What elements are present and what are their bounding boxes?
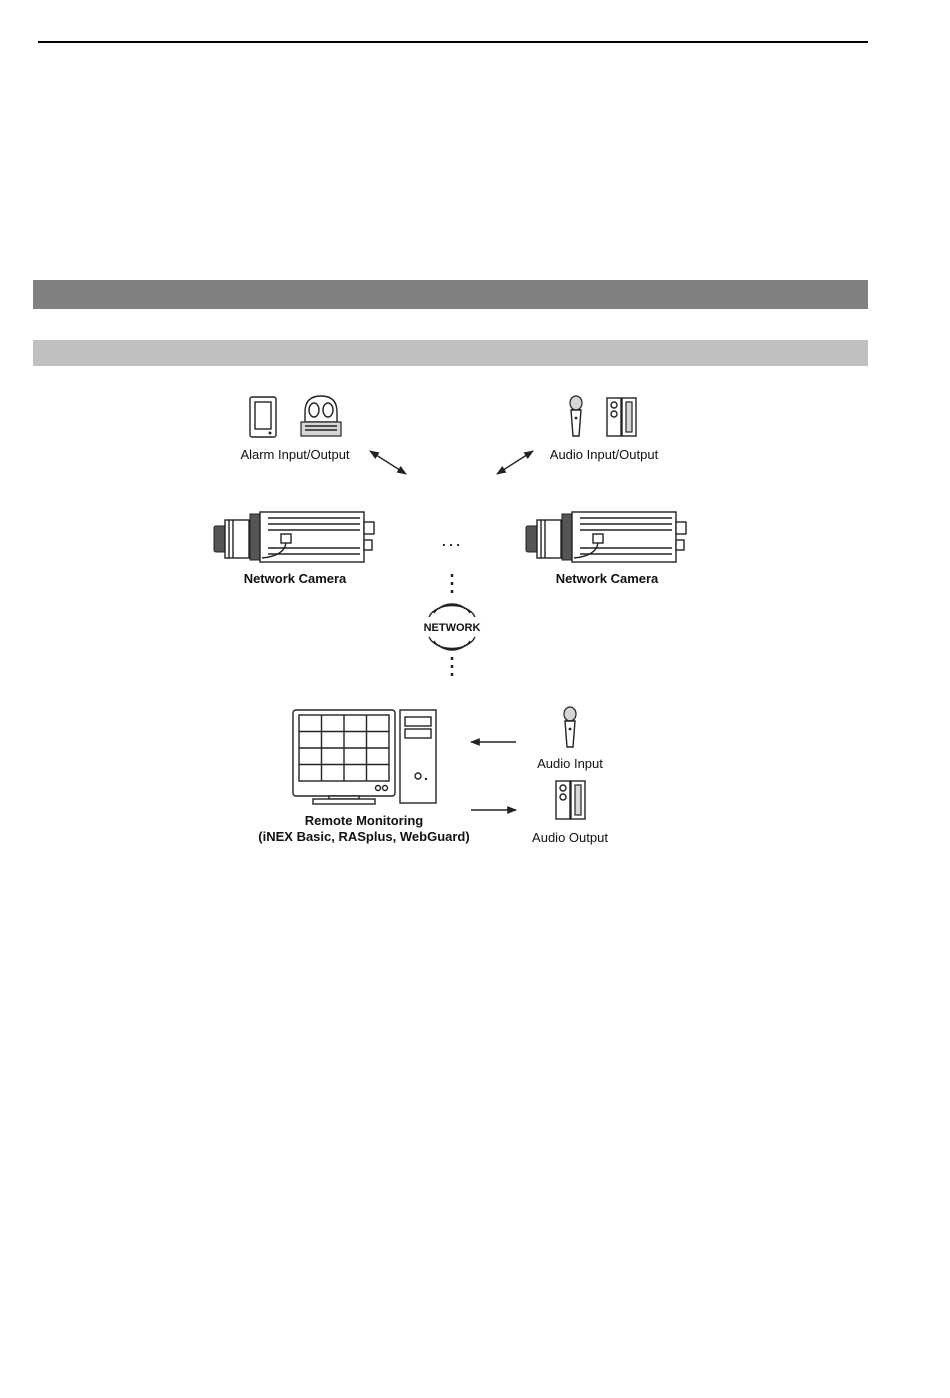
audio-output-label: Audio Output xyxy=(532,830,608,845)
alarm-sensor-icon xyxy=(250,397,276,437)
speaker-icon xyxy=(607,398,636,436)
alarm-connection-arrow xyxy=(370,451,406,474)
alarm-io-label: Alarm Input/Output xyxy=(240,447,350,462)
network-camera-left-icon xyxy=(214,512,374,562)
audio-connection-arrow xyxy=(497,451,533,474)
network-camera-left-label: Network Camera xyxy=(243,571,347,586)
remote-monitoring-subtitle: (iNEX Basic, RASplus, WebGuard) xyxy=(258,829,470,844)
network-label: NETWORK xyxy=(423,622,481,634)
network-camera-right-label: Network Camera xyxy=(555,571,659,586)
remote-monitoring-title: Remote Monitoring xyxy=(304,813,424,828)
microphone-icon xyxy=(570,396,582,436)
remote-speaker-icon xyxy=(556,781,585,819)
audio-input-label: Audio Input xyxy=(537,756,603,771)
pc-tower-icon xyxy=(400,710,436,803)
remote-microphone-icon xyxy=(564,707,576,747)
camera-ellipsis: . . . xyxy=(441,534,461,549)
audio-io-label: Audio Input/Output xyxy=(549,447,659,462)
network-camera-right-icon xyxy=(526,512,686,562)
monitor-icon xyxy=(293,710,395,804)
alarm-siren-icon xyxy=(301,396,341,436)
